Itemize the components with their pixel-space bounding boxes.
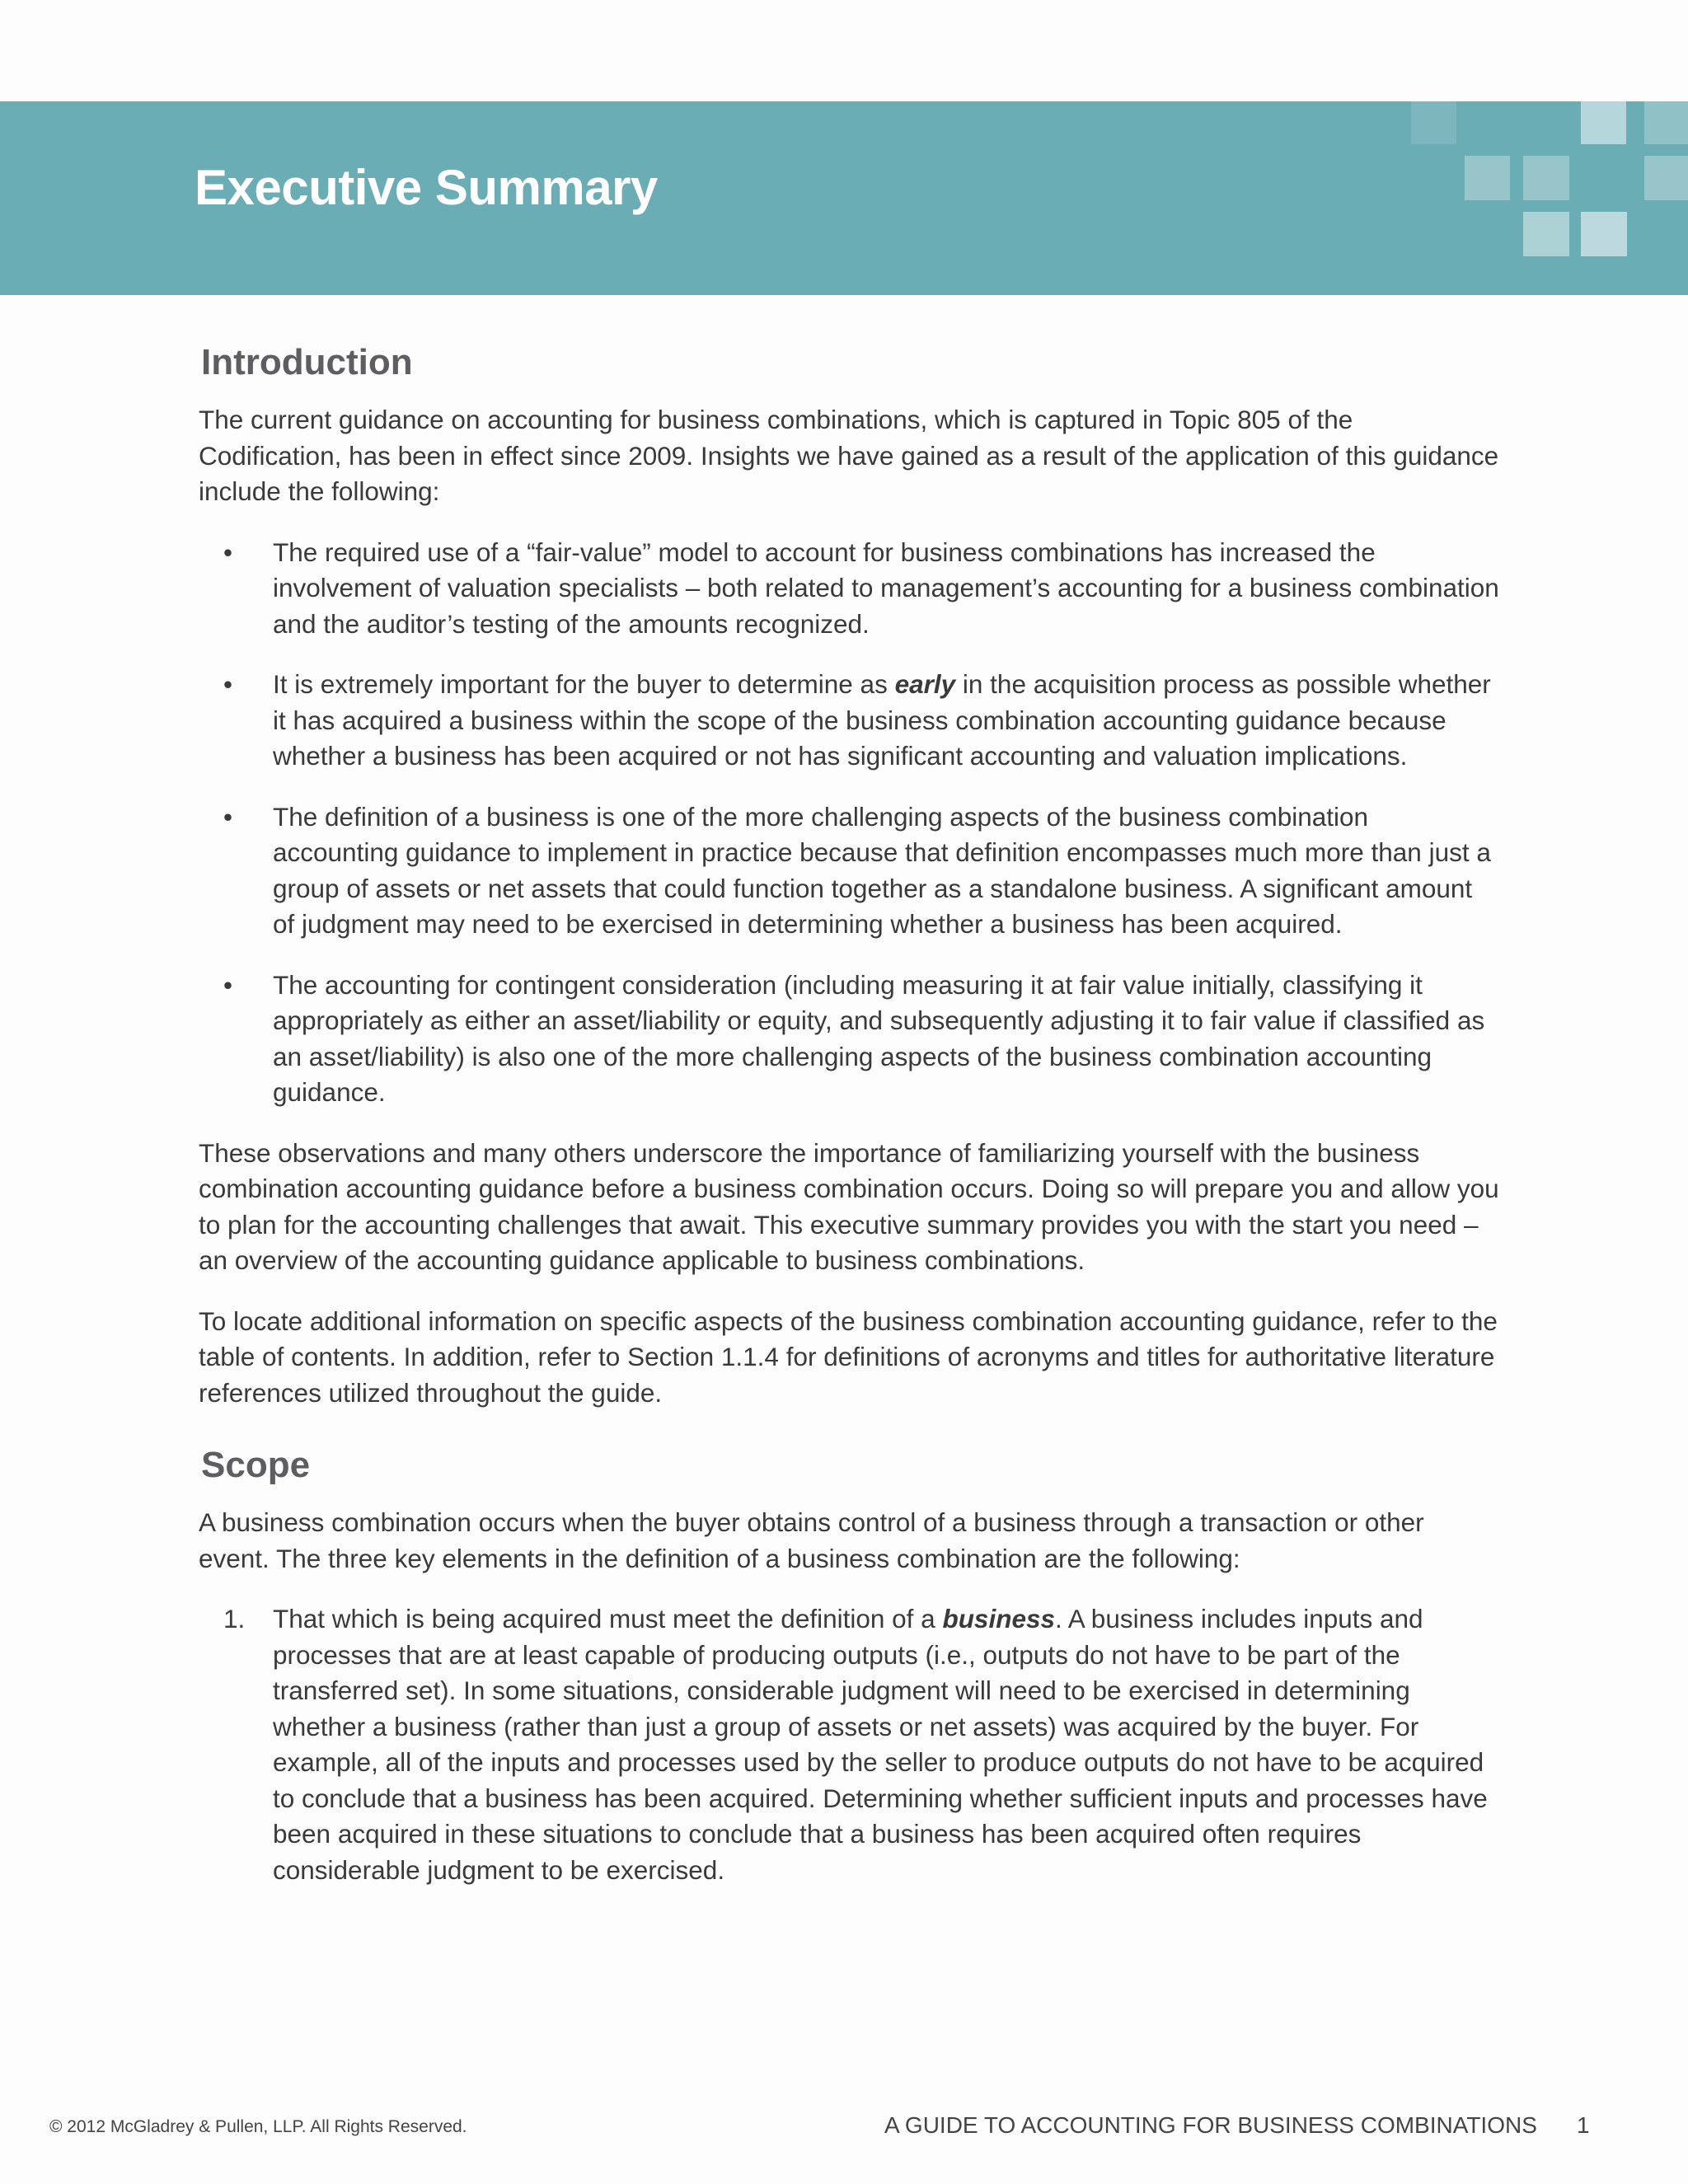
list-item-text: in the acquisition process as possible whether it has acquired a business within the scope of the business combination accounting guidance because whether a business has been acquired or not has significant accounting and valuation implications.	[273, 669, 1491, 771]
list-item-text: That which is being acquired must meet the definition of a	[273, 1604, 943, 1633]
document-body	[199, 338, 1501, 1913]
page-title: Executive Summary	[195, 160, 658, 215]
bullet-marker: •	[223, 669, 233, 699]
insights-list	[199, 535, 1501, 1111]
bullet-marker: •	[223, 537, 233, 567]
section-heading-introduction: Introduction	[201, 342, 413, 382]
intro-paragraph: The current guidance on accounting for business combinations, which is captured in Topic 805 of the Codification, has been in effect since 2009. Insights we have gained as a result of the application of this guidance include the following:	[199, 405, 1499, 506]
section-heading-scope: Scope	[201, 1445, 311, 1485]
decorative-square	[1581, 212, 1627, 256]
list-item-text: The accounting for contingent consideration (including measuring it at fair value initially, classifying it appropriately as either an asset/liability or equity, and subsequently adjusting it to fair value if classified as an asset/liability) is also one of the more challenging aspects of the business combination accounting guidance.	[273, 969, 1485, 1107]
emphasized-term: business	[942, 1604, 1056, 1633]
bullet-marker: •	[223, 801, 233, 832]
list-item-text: The definition of a business is one of the more challenging aspects of the business combination accounting guidance to implement in practice because that definition encompasses much more than just a group of assets or net assets that could function together as a standalone business. A significant amount of judgment may need to be exercised in determining whether a business has been acquired.	[273, 801, 1491, 939]
list-item	[199, 799, 1501, 943]
decorative-square	[1411, 101, 1456, 144]
list-item-text: It is extremely important for the buyer to determine as	[273, 669, 895, 699]
list-item	[199, 968, 1501, 1111]
list-item	[199, 1601, 1501, 1888]
list-item-text: . A business includes inputs and processes that are at least capable of producing outputs (i.e., outputs do not have to be part of the transferred set). In some situations, considerable judgment will need to be exercised in determining whether a business (rather than just a group of assets or net assets) was acquired by the buyer. For example, all of the inputs and processes used by the seller to produce outputs do not have to be acquired to conclude that a business has been acquired. Determining whether sufficient inputs and processes have been acquired in these situations to conclude that a business has been acquired often requires considerable judgment to be exercised.	[273, 1604, 1488, 1885]
decorative-square	[1644, 101, 1688, 144]
decorative-square	[1465, 156, 1510, 200]
list-number: 1.	[223, 1604, 246, 1633]
header-banner	[0, 101, 1688, 295]
scope-paragraph: A business combination occurs when the buyer obtains control of a business through a transaction or other event. The three key elements in the definition of a business combination are the following:	[199, 1507, 1424, 1573]
decorative-square	[1644, 156, 1688, 200]
decorative-square	[1523, 212, 1569, 256]
page-number: 1	[1577, 2112, 1590, 2138]
list-item	[199, 667, 1501, 775]
footer-copyright: © 2012 McGladrey & Pullen, LLP. All Rights Reserved.	[49, 2117, 467, 2136]
list-item-text: The required use of a “fair-value” model to account for business combinations has increased the involvement of valuation specialists – both related to management’s accounting for a business combination and the auditor’s testing of the amounts recognized.	[273, 537, 1499, 639]
key-elements-list	[199, 1601, 1501, 1888]
footer-guide-title: A GUIDE TO ACCOUNTING FOR BUSINESS COMBINATIONS	[884, 2112, 1537, 2138]
observations-paragraph: These observations and many others underscore the importance of familiarizing yourself with the business combination accounting guidance before a business combination occurs. Doing so will prepare you and allow you to plan for the accounting challenges that await. This executive summary provides you with the start you need – an overview of the accounting guidance applicable to business combinations.	[199, 1137, 1499, 1275]
bullet-marker: •	[223, 969, 233, 1000]
decorative-square	[1523, 156, 1569, 200]
list-item	[199, 535, 1501, 643]
emphasized-term: early	[894, 669, 956, 699]
locate-paragraph: To locate additional information on specific aspects of the business combination accounting guidance, refer to the table of contents. In addition, refer to Section 1.1.4 for definitions of acronyms and titles for authoritative literature references utilized throughout the guide.	[199, 1305, 1498, 1408]
decorative-square	[1581, 101, 1626, 144]
